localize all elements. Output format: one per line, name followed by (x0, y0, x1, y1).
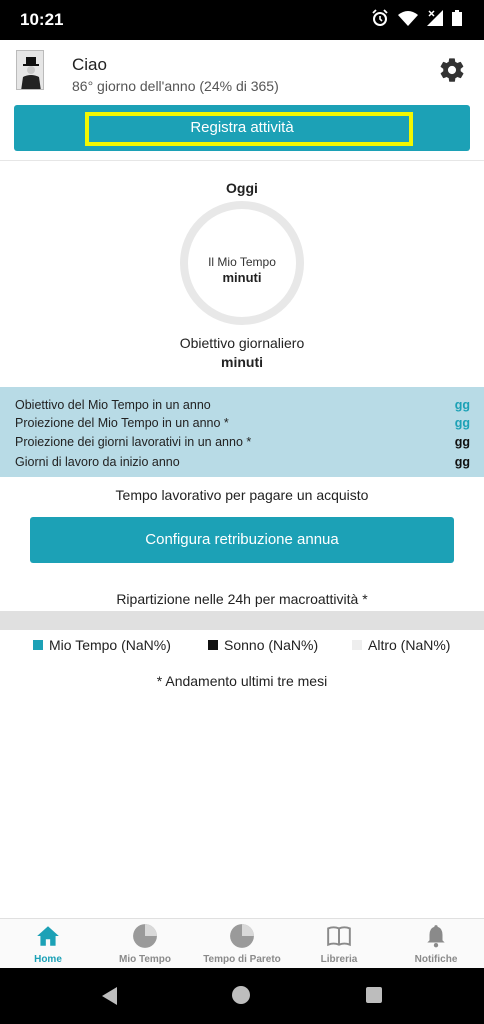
yearly-stats-panel (0, 387, 484, 477)
stat-value: gg (454, 435, 470, 449)
configure-salary-button[interactable]: Configura retribuzione annua (30, 517, 454, 563)
book-icon (326, 923, 352, 949)
stat-label: Proiezione del Mio Tempo in un anno * (15, 416, 229, 430)
daily-goal-label: Obiettivo giornaliero (179, 335, 305, 351)
recent-apps-icon[interactable] (366, 987, 382, 1003)
stat-value: gg (454, 398, 470, 412)
legend-swatch (208, 640, 218, 650)
home-icon (35, 923, 61, 949)
greeting: Ciao (72, 55, 107, 74)
gear-icon[interactable] (438, 56, 466, 84)
stat-label: Giorni di lavoro da inizio anno (15, 455, 180, 469)
nav-label: Tempo di Pareto (203, 954, 281, 965)
stat-value: gg (454, 455, 470, 469)
day-of-year-info: 86° giorno dell'anno (24% di 365) (72, 78, 279, 94)
stat-row (15, 455, 470, 473)
nav-tempo-di-pareto[interactable] (194, 919, 290, 969)
stat-row (15, 416, 470, 434)
status-bar (0, 0, 484, 40)
split-label: Ripartizione nelle 24h per macroattività * (116, 591, 368, 607)
app-header (0, 40, 484, 102)
nav-home[interactable] (0, 919, 96, 969)
battery-icon (452, 10, 462, 31)
back-icon[interactable] (100, 986, 118, 1011)
bottom-navigation (0, 918, 484, 968)
legend-item (33, 637, 171, 653)
status-time: 10:21 (20, 10, 64, 29)
stat-row (15, 435, 470, 453)
signal-icon (427, 10, 443, 31)
legend-label: Altro (NaN%) (368, 637, 451, 653)
divider (0, 160, 484, 161)
nav-label: Notifiche (414, 954, 458, 965)
wifi-icon (398, 10, 418, 31)
pie-chart-icon (229, 923, 255, 949)
legend-swatch (33, 640, 43, 650)
split-legend (0, 637, 484, 657)
purchase-label: Tempo lavorativo per pagare un acquisto (115, 487, 369, 503)
nav-notifiche[interactable] (388, 919, 484, 969)
register-activity-label: Registra attività (190, 119, 294, 136)
legend-label: Sonno (NaN%) (224, 637, 319, 653)
avatar[interactable] (16, 50, 44, 90)
nav-label: Libreria (320, 954, 358, 965)
stat-row (15, 398, 470, 416)
nav-label: Mio Tempo (118, 954, 172, 965)
ring-label: Il Mio Tempo (208, 255, 276, 269)
legend-item (208, 637, 318, 653)
nav-mio-tempo[interactable] (97, 919, 193, 969)
pie-chart-icon (132, 923, 158, 949)
home-circle-icon[interactable] (232, 986, 250, 1004)
status-icons (371, 9, 462, 32)
stat-label: Obiettivo del Mio Tempo in un anno (15, 398, 211, 412)
today-title: Oggi (226, 180, 258, 196)
nav-libreria[interactable] (291, 919, 387, 969)
ring-value: minuti (222, 270, 262, 285)
legend-swatch (352, 640, 362, 650)
register-activity-button[interactable] (14, 105, 470, 151)
alarm-icon (371, 9, 389, 32)
split-bar (0, 611, 484, 630)
system-navigation-bar (0, 968, 484, 1024)
daily-goal-value: minuti (221, 354, 263, 370)
legend-label: Mio Tempo (NaN%) (49, 637, 171, 653)
bell-icon (423, 923, 449, 949)
trend-note: * Andamento ultimi tre mesi (156, 673, 328, 689)
legend-item (352, 637, 450, 653)
stat-value: gg (454, 416, 470, 430)
nav-label: Home (34, 954, 62, 965)
stat-label: Proiezione dei giorni lavorativi in un anno * (15, 435, 252, 449)
